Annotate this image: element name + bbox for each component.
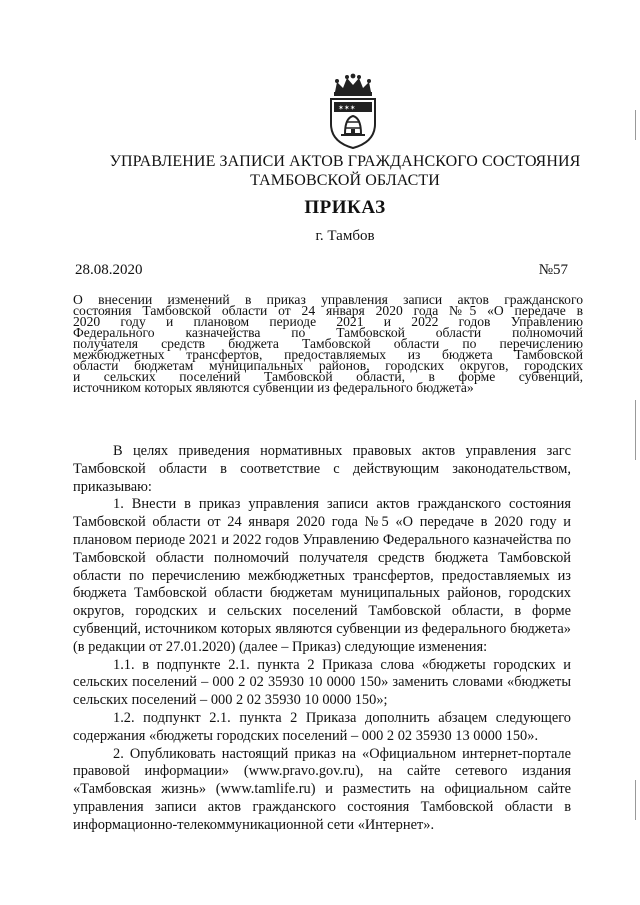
body-paragraph-item-1-1: 1.1. в подпункте 2.1. пункта 2 Приказа слова «бюджеты городских и сельских поселений – 000 2 02 35930 10 0000 150» заменить словами «бюджеты сельских поселений – 000 2 02 35930 10 0000 150»; [73,656,571,709]
body-paragraph-item-1: 1. Внести в приказ управления записи актов гражданского состояния Тамбовской области от 24 января 2020 года №5 «О передаче в 2020 году и плановом периоде 2021 и 2022 годов Управлению Федерального казначейства по Тамбовской области полномочий получателя средств бюджета Тамбовской области по перечислению межбюджетных трансфертов, предоставляемых из бюджета Тамбовской области бюджетам муниципальных районов, городских округов, городских и сельских поселений Тамбовской области, в форме субвенций, источником которых являются субвенции из федерального бюджета» (в редакции от 27.01.2020) (далее – Приказ) следующие изменения: [73,496,571,655]
subject-line: состояния Тамбовской области от 24 января 2020 года №5 «О передаче в [73,303,583,318]
order-subject [73,294,583,393]
org-line-2: ТАМБОВСКОЙ ОБЛАСТИ [250,172,440,189]
body-paragraph-preamble: В целях приведения нормативных правовых актов управления загс Тамбовской области в соответствие с действующим законодательством, приказываю: [73,443,571,495]
subject-line: и сельских поселений Тамбовской области, в форме субвенций, [73,369,583,384]
subject-line: Федерального казначейства по Тамбовской области полномочий [73,325,583,340]
document-date: 28.08.2020 [75,262,143,278]
subject-line: источником которых являются субвенции из федерального бюджета» [73,380,474,395]
coat-of-arms-icon [327,72,379,150]
document-number: №57 [538,262,568,278]
subject-line: межбюджетных трансфертов, предоставляемых из бюджета Тамбовской [73,347,583,362]
document-title: ПРИКАЗ [304,197,386,218]
scan-edge-mark [635,400,636,460]
scan-edge-mark [635,110,636,140]
body-paragraph-item-2: 2. Опубликовать настоящий приказ на «Официальном интернет-портале правовой информации» (www.pravo.gov.ru), на сайте сетевого издания «Тамбовская жизнь» (www.tamlife.ru) и разместить на официальном сайте управления записи актов гражданского состояния Тамбовской области в информационно-телекоммуникационной сети «Интернет». [73,745,571,833]
order-body [73,443,571,835]
body-paragraph-item-1-2: 1.2. подпункт 2.1. пункта 2 Приказа дополнить абзацем следующего содержания «бюджеты городских поселений – 000 2 02 35930 13 0000 150». [73,709,571,744]
subject-line: О внесении изменений в приказ управления записи актов гражданского [73,292,583,307]
organization-name [60,152,630,190]
svg-text:✶✶✶: ✶✶✶ [338,104,356,112]
city-label: г. Тамбов [315,228,375,244]
org-line-1: УПРАВЛЕНИЕ ЗАПИСИ АКТОВ ГРАЖДАНСКОГО СОСТОЯНИЯ [109,153,581,170]
subject-line: получателя средств бюджета Тамбовской области по перечислению [73,336,583,351]
subject-line: области бюджетам муниципальных районов, городских округов, городских [73,358,583,373]
subject-line: 2020 году и плановом периоде 2021 и 2022 годов Управлению [73,314,583,329]
scan-edge-mark [635,780,636,820]
